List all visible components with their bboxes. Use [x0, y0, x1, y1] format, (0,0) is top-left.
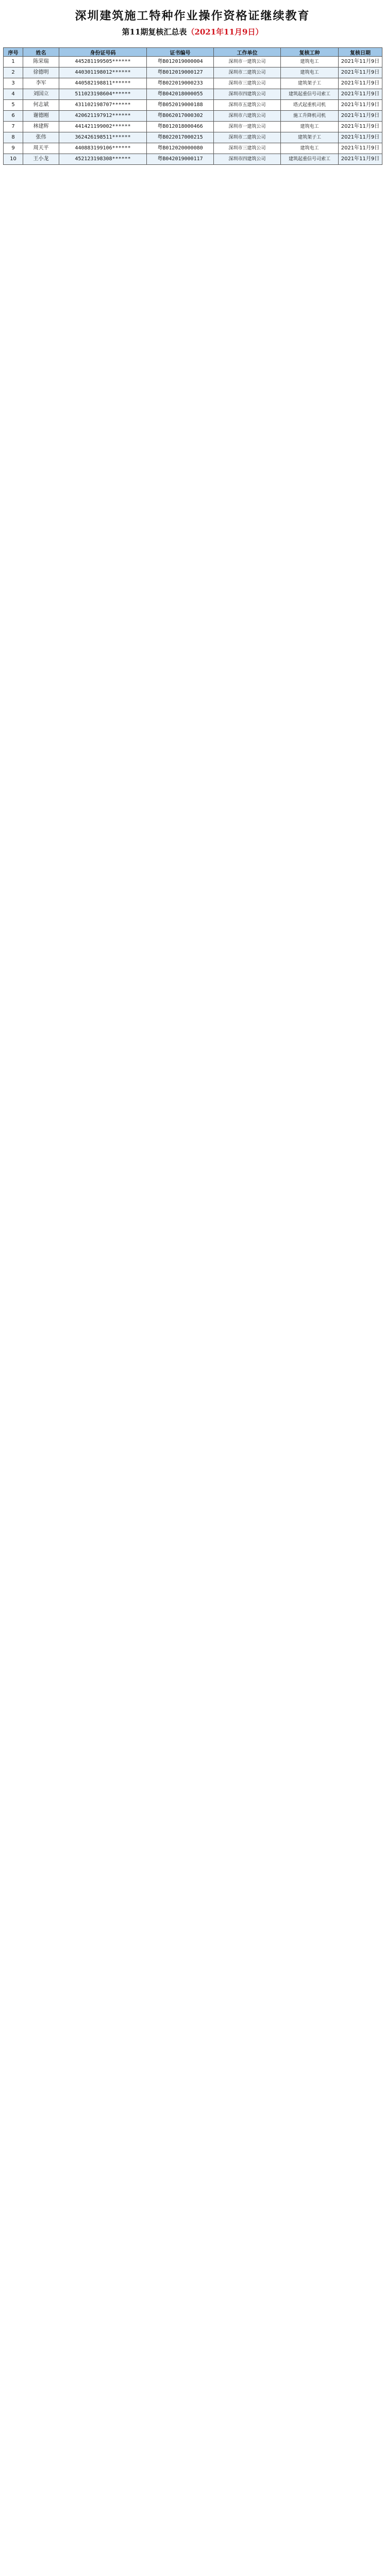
- column-header: 复核工种: [281, 48, 339, 57]
- row-index: 1: [4, 57, 23, 67]
- review-date-cell: 2021年11月9日: [339, 143, 382, 154]
- trade-cell: 建筑电工: [281, 143, 339, 154]
- row-index: 2: [4, 67, 23, 78]
- id-number-cell: 440883199106******: [59, 143, 147, 154]
- id-number-cell: 511023198604******: [59, 89, 147, 100]
- id-number-cell: 445281199505******: [59, 57, 147, 67]
- table-header-row: [4, 48, 382, 57]
- table-row: [4, 132, 382, 143]
- column-header: 序号: [4, 48, 23, 57]
- trade-cell: 施工升降机司机: [281, 111, 339, 122]
- table-row: [4, 111, 382, 122]
- certificate-number-cell: 粤B022017000215: [147, 132, 214, 143]
- name-cell: 王小龙: [23, 154, 59, 165]
- name-cell: 刘国立: [23, 89, 59, 100]
- column-header: 工作单位: [214, 48, 281, 57]
- row-index: 4: [4, 89, 23, 100]
- id-number-cell: 452123198308******: [59, 154, 147, 165]
- trade-cell: 建筑起重信号司索工: [281, 154, 339, 165]
- table-row: [4, 67, 382, 78]
- certificate-number-cell: 粤B042018000055: [147, 89, 214, 100]
- review-date-cell: 2021年11月9日: [339, 67, 382, 78]
- employer-cell: 深圳市一建筑公司: [214, 57, 281, 67]
- name-cell: 徐德明: [23, 67, 59, 78]
- certificate-number-cell: 粤B042019000117: [147, 154, 214, 165]
- table-row: [4, 154, 382, 165]
- id-number-cell: 440582198811******: [59, 78, 147, 89]
- employer-cell: 深圳市四建筑公司: [214, 154, 281, 165]
- certificate-number-cell: 粤B012019000127: [147, 67, 214, 78]
- table-row: [4, 89, 382, 100]
- employer-cell: 深圳市三建筑公司: [214, 143, 281, 154]
- review-date-cell: 2021年11月9日: [339, 111, 382, 122]
- table-row: [4, 100, 382, 111]
- id-number-cell: 441421199002******: [59, 122, 147, 132]
- document-subtitle: [0, 26, 385, 37]
- employer-cell: 深圳市二建筑公司: [214, 132, 281, 143]
- trade-cell: 建筑电工: [281, 67, 339, 78]
- certificate-number-cell: 粤B012018000466: [147, 122, 214, 132]
- trade-cell: 建筑架子工: [281, 132, 339, 143]
- employer-cell: 深圳市六建筑公司: [214, 111, 281, 122]
- row-index: 3: [4, 78, 23, 89]
- name-cell: 李军: [23, 78, 59, 89]
- name-cell: 周天平: [23, 143, 59, 154]
- title-block: [0, 0, 385, 47]
- review-summary-table: [3, 47, 382, 165]
- row-index: 6: [4, 111, 23, 122]
- employer-cell: 深圳市一建筑公司: [214, 122, 281, 132]
- id-number-cell: 431102198707******: [59, 100, 147, 111]
- table-row: [4, 78, 382, 89]
- column-header: 复核日期: [339, 48, 382, 57]
- review-date-cell: 2021年11月9日: [339, 89, 382, 100]
- review-date-cell: 2021年11月9日: [339, 100, 382, 111]
- employer-cell: 深圳市二建筑公司: [214, 67, 281, 78]
- column-header: 证书编号: [147, 48, 214, 57]
- certificate-number-cell: 粤B052019000188: [147, 100, 214, 111]
- review-date-cell: 2021年11月9日: [339, 132, 382, 143]
- column-header: 身份证号码: [59, 48, 147, 57]
- trade-cell: 建筑起重信号司索工: [281, 89, 339, 100]
- trade-cell: 塔式起重机司机: [281, 100, 339, 111]
- review-date-cell: 2021年11月9日: [339, 78, 382, 89]
- id-number-cell: 420621197912******: [59, 111, 147, 122]
- table-row: [4, 143, 382, 154]
- subtitle-prefix: 第11期复核汇总表: [122, 27, 187, 37]
- row-index: 8: [4, 132, 23, 143]
- name-cell: 张伟: [23, 132, 59, 143]
- employer-cell: 深圳市四建筑公司: [214, 89, 281, 100]
- id-number-cell: 440301198012******: [59, 67, 147, 78]
- name-cell: 林建辉: [23, 122, 59, 132]
- employer-cell: 深圳市三建筑公司: [214, 78, 281, 89]
- review-date-cell: 2021年11月9日: [339, 122, 382, 132]
- table-row: [4, 122, 382, 132]
- row-index: 10: [4, 154, 23, 165]
- subtitle-date: （2021年11月9日）: [187, 27, 263, 37]
- id-number-cell: 362426198511******: [59, 132, 147, 143]
- employer-cell: 深圳市五建筑公司: [214, 100, 281, 111]
- row-index: 9: [4, 143, 23, 154]
- review-date-cell: 2021年11月9日: [339, 57, 382, 67]
- name-cell: 谢德刚: [23, 111, 59, 122]
- certificate-number-cell: 粤B022019000233: [147, 78, 214, 89]
- column-header: 姓名: [23, 48, 59, 57]
- trade-cell: 建筑电工: [281, 122, 339, 132]
- document-title: 深圳建筑施工特种作业操作资格证继续教育: [75, 9, 310, 23]
- table-row: [4, 57, 382, 67]
- row-index: 7: [4, 122, 23, 132]
- certificate-number-cell: 粤B062017000302: [147, 111, 214, 122]
- row-index: 5: [4, 100, 23, 111]
- trade-cell: 建筑电工: [281, 57, 339, 67]
- certificate-number-cell: 粤B012019000004: [147, 57, 214, 67]
- trade-cell: 建筑架子工: [281, 78, 339, 89]
- name-cell: 何志斌: [23, 100, 59, 111]
- name-cell: 陈荣瑞: [23, 57, 59, 67]
- review-date-cell: 2021年11月9日: [339, 154, 382, 165]
- table-body: [4, 57, 382, 165]
- certificate-number-cell: 粤B012020000080: [147, 143, 214, 154]
